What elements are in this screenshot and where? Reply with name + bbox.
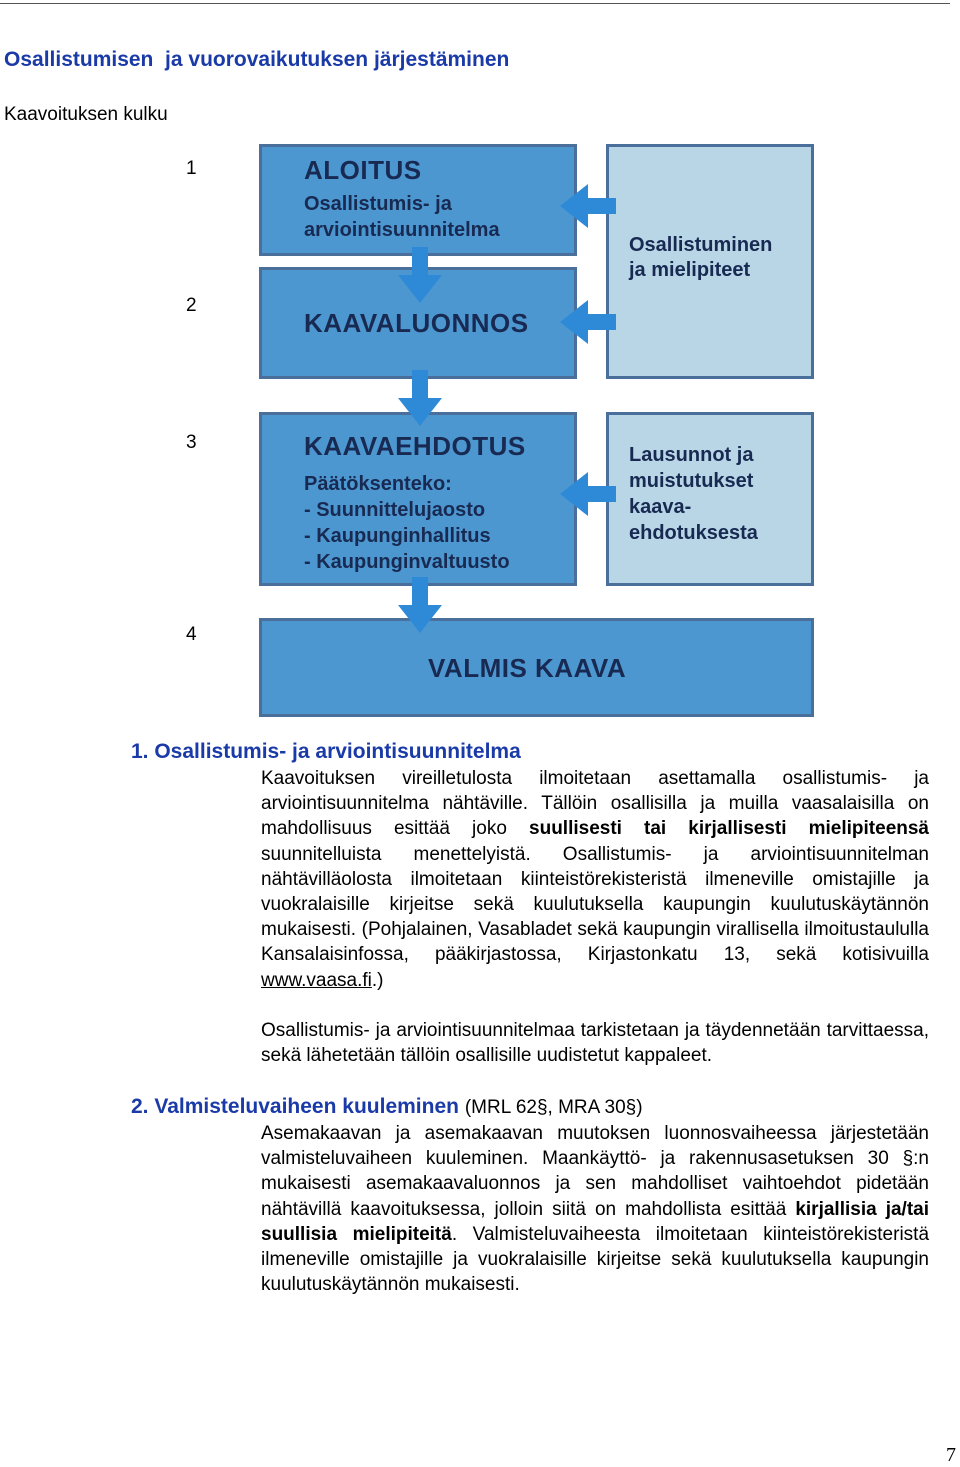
aloitus-box	[259, 144, 577, 256]
step-number-3: 3	[186, 432, 197, 453]
vaasa-link[interactable]: www.vaasa.fi	[261, 969, 372, 991]
section2-bold-text: kirjallisia ja/tai suullisia mielipiteitä	[261, 1198, 929, 1245]
section1-bold-text: suullisesti tai kirjallisesti mielipiteensä	[529, 818, 929, 840]
lausunnot-line3: kaava-	[629, 496, 692, 518]
step-number-1: 1	[186, 158, 197, 179]
section2-heading	[131, 1095, 643, 1119]
section2-heading-ref: (MRL 62§, MRA 30§)	[464, 1097, 643, 1118]
arrow-left-icon	[560, 184, 616, 228]
valmis-kaava-title: VALMIS KAAVA	[428, 653, 627, 683]
page-subtitle: Kaavoituksen kulku	[4, 104, 168, 125]
lausunnot-box	[606, 412, 814, 586]
osallistuminen-line1: Osallistuminen	[629, 234, 773, 256]
section2-text-b: . Valmisteluvaiheesta ilmoitetaan kiinteistörekisteristä ilmeneville omistajille ja vuokralaisille kirjeitse sekä kuulutuksella kaupungin kuulutuskäytännön mukaisesti.	[261, 1223, 930, 1296]
section2-paragraph	[261, 1121, 929, 1297]
lausunnot-line2: muistutukset	[629, 470, 754, 492]
section2-heading-text: 2. Valmisteluvaiheen kuuleminen	[131, 1095, 459, 1118]
osallistuminen-box	[606, 144, 814, 379]
valmis-kaava-box	[259, 618, 814, 717]
section1-paragraph2: Osallistumis- ja arviointisuunnitelmaa tarkistetaan ja täydennetään tarvittaessa, sekä lähetetään tällöin osallisille uudistetut kappaleet.	[261, 1020, 929, 1067]
section1-text-b: suunnitelluista menettelyistä. Osallistumis- ja arviointisuunnitelman nähtävilläolosta ilmoitetaan kiinteistörekisteristä ilmeneville omistajille ja vuokralaisille kirjeitse sekä kuulutuksella kaupungin kuulutuskäytännön mukaisesti. (Pohjalainen, Vasabladet sekä kaupungin virallisella ilmoitustaululla Kansalaisinfossa, pääkirjastossa, Kirjastonkatu 13, sekä kotisivuilla	[261, 843, 929, 966]
aloitus-line1: Osallistumis- ja	[304, 193, 452, 215]
step-number-2: 2	[186, 295, 197, 316]
aloitus-line2: arviointisuunnitelma	[304, 219, 500, 241]
section1-heading: 1. Osallistumis- ja arviointisuunnitelma	[131, 740, 521, 763]
section1-text-a: Kaavoituksen vireilletulosta ilmoitetaan asettamalla osallistumis- ja arviointisuunnitelma nähtäville. Tällöin osallisilla ja muilla vaasalaisilla on mahdollisuus esittää joko	[261, 768, 929, 840]
lausunnot-line4: ehdotuksesta	[629, 522, 758, 544]
kaavaehdotus-line4: - Kaupunginvaltuusto	[304, 551, 510, 573]
arrow-down-icon	[398, 370, 442, 426]
page-title: Osallistumisen ja vuorovaikutuksen järjestäminen	[4, 48, 510, 71]
top-rule	[0, 3, 950, 4]
section1-text-c: .)	[371, 969, 384, 991]
section2-text-a: Asemakaavan ja asemakaavan muutoksen luonnosvaiheessa järjestetään valmisteluvaiheen kuuleminen. Maankäyttö- ja rakennusasetuksen 30 §:n mukaisesti asemakaavaluonnos ja sen mahdolliset vaihtoehdot pidetään nähtävillä kaavoituksessa, jolloin siitä on mahdollista esittää	[261, 1123, 929, 1220]
arrow-left-icon	[560, 472, 616, 516]
osallistuminen-line2: ja mielipiteet	[629, 259, 751, 281]
kaavaehdotus-line3: - Kaupunginhallitus	[304, 525, 491, 547]
kaavaehdotus-line1: Päätöksenteko:	[304, 473, 452, 495]
kaavaehdotus-title: KAAVAEHDOTUS	[304, 431, 526, 461]
page-number: 7	[946, 1444, 956, 1466]
kaavaehdotus-line2: - Suunnittelujaosto	[304, 499, 486, 521]
aloitus-title: ALOITUS	[304, 155, 422, 185]
arrow-down-icon	[398, 577, 442, 633]
arrow-left-icon	[560, 300, 616, 344]
lausunnot-line1: Lausunnot ja	[629, 444, 754, 466]
section1-paragraph1	[261, 766, 929, 993]
step-number-4: 4	[186, 624, 197, 645]
kaavaehdotus-box	[259, 412, 577, 586]
arrow-down-icon	[398, 247, 442, 303]
kaavaluonnos-title: KAAVALUONNOS	[304, 308, 529, 338]
